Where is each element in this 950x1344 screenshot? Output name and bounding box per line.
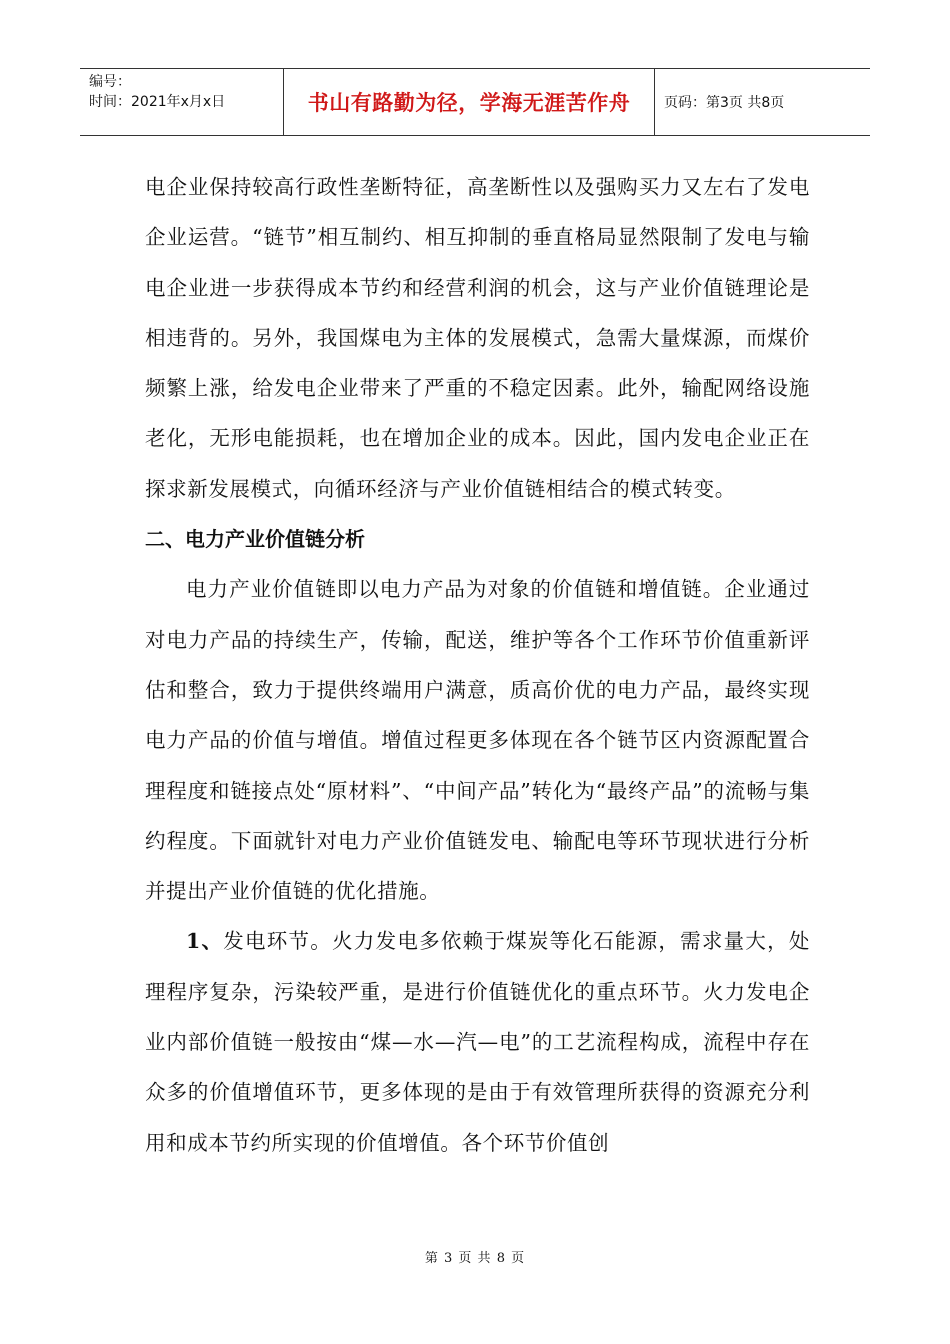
serial-number-label: 编号： — [89, 74, 131, 90]
document-body — [145, 162, 810, 1168]
page-header — [80, 68, 870, 136]
paragraph-generation-text: 发电环节。火力发电多依赖于煤炭等化石能源，需求量大，处理程序复杂，污染较严重，是进行价值链优化的重点环节。火力发电企业内部价值链一般按由“煤—水—汽—电”的工艺流程构成，流程中存在众多的价值增值环节，更多体现的是由于有效管理所获得的资源充分利用和成本节约所实现的价值增值。各个环节价值创 — [145, 929, 810, 1155]
list-number: 1、 — [186, 929, 224, 954]
paragraph-continued: 电企业保持较高行政性垄断特征，高垄断性以及强购买力又左右了发电企业运营。“链节”相互制约、相互抑制的垂直格局显然限制了发电与输电企业进一步获得成本节约和经营利润的机会，这与产业价值链理论是相违背的。另外，我国煤电为主体的发展模式，急需大量煤源，而煤价频繁上涨，给发电企业带来了严重的不稳定因素。此外，输配网络设施老化，无形电能损耗，也在增加企业的成本。因此，国内发电企业正在探求新发展模式，向循环经济与产业价值链相结合的模式转变。 — [145, 175, 810, 501]
page-footer: 第 3 页 共 8 页 — [424, 1251, 526, 1266]
paragraph-value-chain: 电力产业价值链即以电力产品为对象的价值链和增值链。企业通过对电力产品的持续生产，传输，配送，维护等各个工作环节价值重新评估和整合，致力于提供终端用户满意，质高价优的电力产品，最终实现电力产品的价值与增值。增值过程更多体现在各个链节区内资源配置合理程度和链接点处“原材料”、“中间产品”转化为“最终产品”的流畅与集约程度。下面就针对电力产业价值链发电、输配电等环节现状进行分析并提出产业价值链的优化措施。 — [145, 577, 810, 904]
paragraph-generation — [145, 916, 810, 1167]
header-meta — [80, 69, 283, 135]
header-motto: 书山有路勤为径，学海无涯苦作舟 — [283, 69, 655, 135]
header-page-info: 页码：第3页 共8页 — [664, 95, 785, 111]
section-heading: 二、电力产业价值链分析 — [145, 527, 365, 552]
date-label: 时间：2021年x月x日 — [89, 94, 226, 110]
